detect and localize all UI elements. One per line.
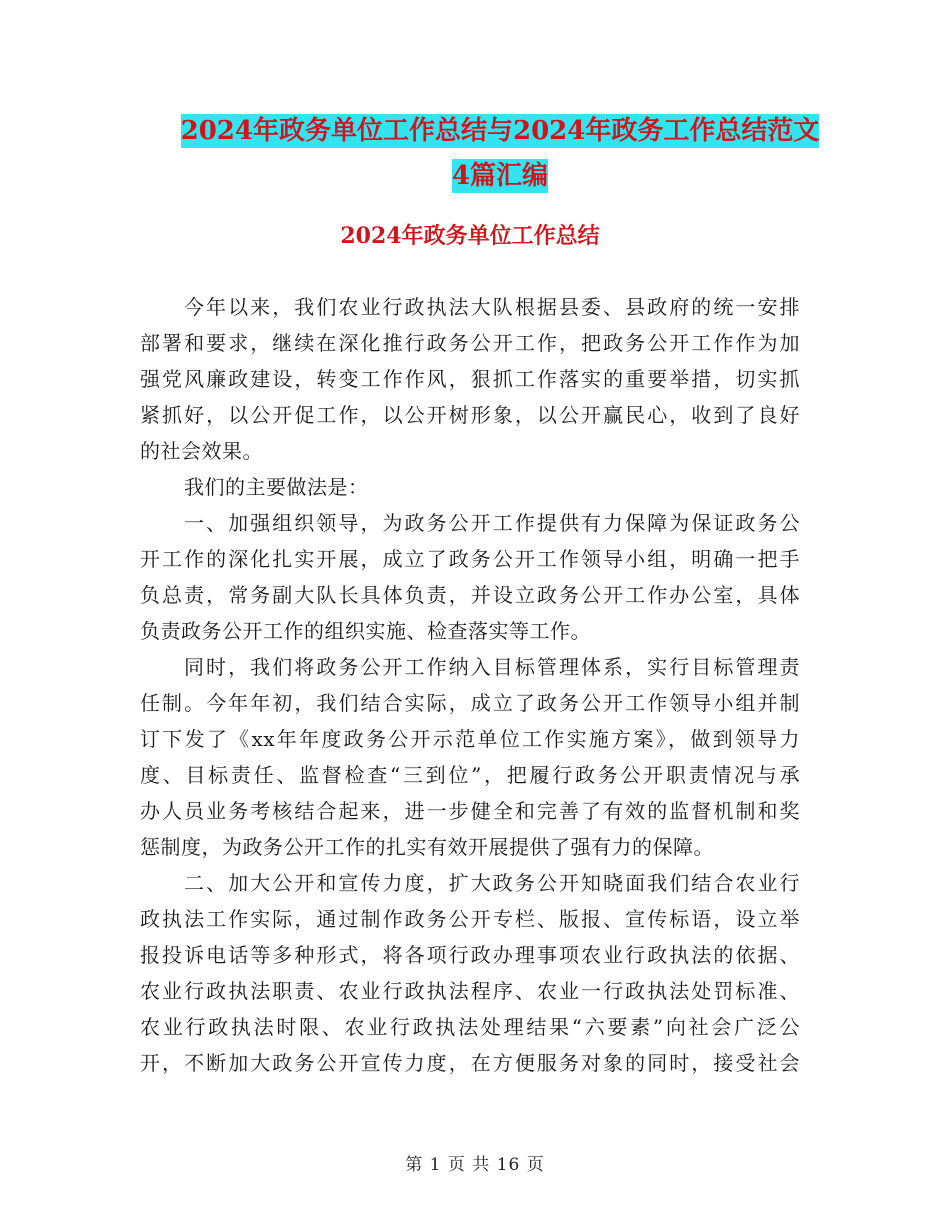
paragraph-line: 一、加强组织领导，为政务公开工作提供有力保障为保证政务公 [184, 511, 800, 535]
document-title-line2 [140, 153, 860, 199]
paragraph-line: 部署和要求，继续在深化推行政务公开工作，把政务公开工作作为加 [140, 331, 800, 355]
paragraph-line: 报投诉电话等多种形式，将各项行政办理事项农业行政执法的依据、 [140, 943, 800, 967]
section-heading: 2024年政务单位工作总结 [340, 223, 600, 249]
paragraph-line: 的社会效果。 [140, 439, 263, 463]
paragraph-line: 农业行政执法时限、农业行政执法处理结果“六要素”向社会广泛公 [140, 1015, 800, 1039]
paragraph-line: 今年以来，我们农业行政执法大队根据县委、县政府的统一安排 [184, 295, 800, 319]
paragraph-line: 同时，我们将政务公开工作纳入目标管理体系，实行目标管理责 [184, 655, 800, 679]
paragraph-line: 农业行政执法职责、农业行政执法程序、农业一行政执法处罚标准、 [140, 979, 800, 1003]
paragraph-line: 负责政务公开工作的组织实施、检查落实等工作。 [140, 619, 591, 643]
body-text [140, 289, 800, 1081]
page-footer: 第 1 页 共 16 页 [405, 1155, 545, 1175]
paragraph-line: 二、加大公开和宣传力度，扩大政务公开知晓面我们结合农业行 [184, 871, 800, 895]
paragraph-line: 开工作的深化扎实开展，成立了政务公开工作领导小组，明确一把手 [140, 547, 800, 571]
paragraph-line: 度、目标责任、监督检查“三到位”，把履行政务公开职责情况与承 [140, 763, 800, 787]
paragraph-line: 我们的主要做法是： [184, 475, 369, 499]
paragraph-line: 办人员业务考核结合起来，进一步健全和完善了有效的监督机制和奖 [140, 799, 800, 823]
paragraph-line: 强党风廉政建设，转变工作作风，狠抓工作落实的重要举措，切实抓 [140, 367, 800, 391]
paragraph-line: 紧抓好，以公开促工作，以公开树形象，以公开赢民心，收到了良好 [140, 403, 800, 427]
document-title-line1 [180, 108, 820, 154]
paragraph-line: 惩制度，为政务公开工作的扎实有效开展提供了强有力的保障。 [140, 835, 714, 859]
paragraph-line: 负总责，常务副大队长具体负责，并设立政务公开工作办公室，具体 [140, 583, 800, 607]
paragraph-line: 订下发了《xx年年度政务公开示范单位工作实施方案》，做到领导力 [140, 727, 800, 751]
paragraph-line: 政执法工作实际，通过制作政务公开专栏、版报、宣传标语，设立举 [140, 907, 800, 931]
paragraph-line: 开，不断加大政务公开宣传力度，在方便服务对象的同时，接受社会 [140, 1051, 800, 1075]
paragraph-line: 任制。今年年初，我们结合实际，成立了政务公开工作领导小组并制 [140, 691, 800, 715]
title-highlight: 4篇汇编 [451, 161, 549, 191]
title-highlight: 2024年政务单位工作总结与2024年政务工作总结范文 [180, 116, 820, 146]
